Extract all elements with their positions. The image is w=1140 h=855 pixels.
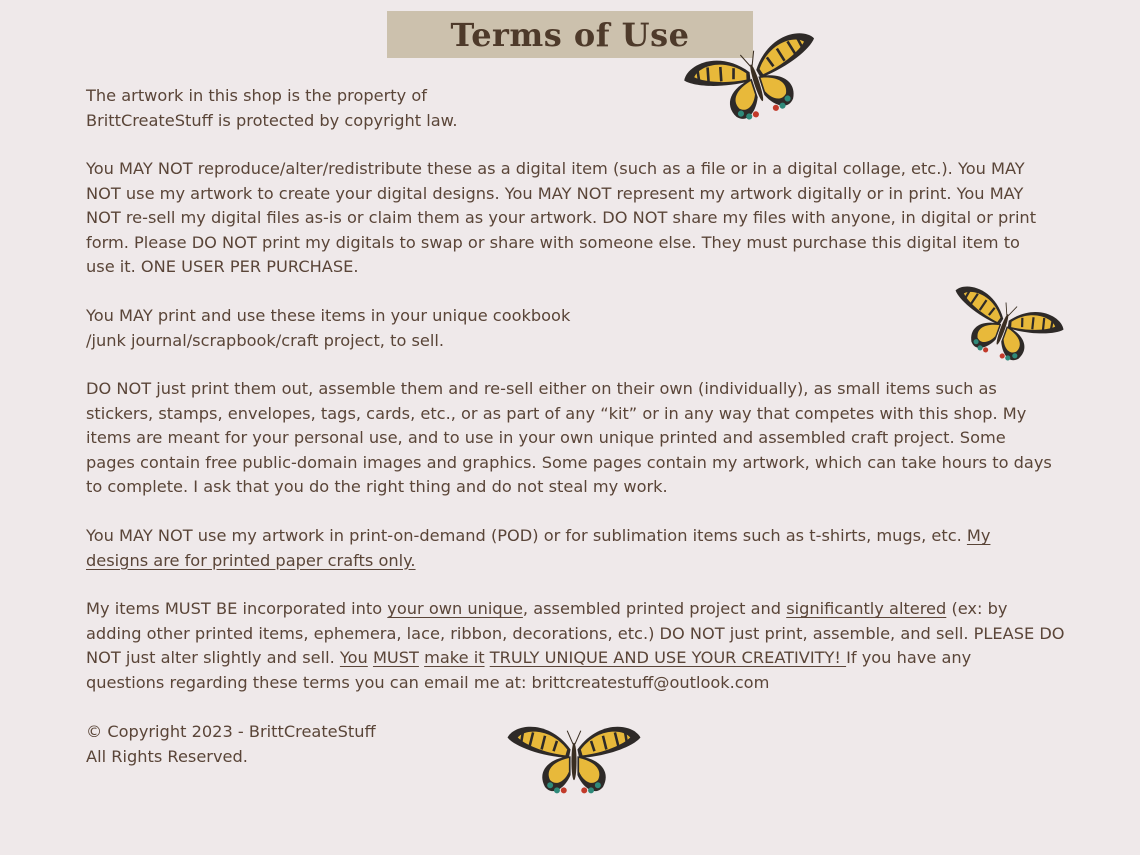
pod-restrictions-paragraph [86,524,990,573]
text-line: You MAY NOT reproduce/alter/redistribute these as a digital item (such as a file or in a digital collage, etc.). You MAY [86,159,1025,178]
text-line [86,524,990,549]
text-segment: My items MUST BE incorporated into [86,599,388,618]
text-line: /junk journal/scrapbook/craft project, to sell. [86,330,445,350]
text-segment: , assembled printed project and [522,599,787,618]
text-line: DO NOT just print them out, assemble them and re-sell either on their own (individually), as small items such as [86,379,997,398]
rights-line: All Rights Reserved. [86,746,248,766]
text-segment: You MAY NOT use my artwork in print-on-demand (POD) or for sublimation items such as t-shirts, mugs, etc. [86,526,967,545]
text-line: stickers, stamps, envelopes, tags, cards, etc., or as part of any “kit” or in any way that competes with this shop. My [86,403,1027,423]
alteration-requirements-paragraph [86,597,1065,695]
butterfly-icon [498,706,650,804]
text-line: You MAY print and use these items in your unique cookbook [86,306,571,325]
underlined-text: your own unique [387,599,523,618]
text-line [86,597,1065,622]
page-title: Terms of Use [450,15,690,54]
underlined-text: significantly altered [786,599,947,618]
text-line: adding other printed items, ephemera, lace, ribbon, decorations, etc.) DO NOT just print, assemble, and sell. PLEASE DO [86,623,1065,643]
text-segment: NOT just alter slightly and sell. [86,648,340,667]
underlined-text: make it [424,648,485,667]
text-line: form. Please DO NOT print my digitals to swap or share with someone else. They must purchase this digital item to [86,232,1020,252]
text-line: The artwork in this shop is the property of [86,86,427,105]
ownership-paragraph [86,84,458,133]
text-line: use it. ONE USER PER PURCHASE. [86,257,359,276]
copyright-line: © Copyright 2023 - BrittCreateStuff [86,722,376,741]
text-segment: (ex: by [946,599,1008,618]
underlined-text: MUST [372,648,419,667]
underlined-text: You [339,648,368,667]
text-segment: If you have any [846,648,972,667]
text-line: pages contain free public-domain images and graphics. Some pages contain my artwork, which can take hours to days [86,452,1052,472]
butterfly-icon [940,282,1070,374]
text-line: NOT use my artwork to create your digital designs. You MAY NOT represent my artwork digitally or in print. You MAY [86,183,1024,203]
text-line [86,549,990,574]
underlined-text: TRULY UNIQUE AND USE YOUR CREATIVITY! [489,648,847,667]
resale-restrictions-paragraph [86,377,1052,500]
text-line: NOT re-sell my digital files as-is or claim them as your artwork. DO NOT share my files with anyone, in digital or print [86,208,1037,227]
butterfly-icon [684,26,824,136]
text-line: items are meant for your personal use, and to use in your own unique printed and assembled craft project. Some [86,428,1006,447]
digital-restrictions-paragraph [86,157,1036,280]
underlined-text: designs are for printed paper crafts only. [86,550,416,570]
text-line: questions regarding these terms you can email me at: brittcreatestuff@outlook.com [86,672,770,692]
copyright-notice [86,720,376,769]
allowed-use-paragraph [86,304,570,353]
text-line: to complete. I ask that you do the right thing and do not steal my work. [86,477,668,496]
text-line [86,646,1065,671]
underlined-text: My [966,526,991,545]
text-line: BrittCreateStuff is protected by copyright law. [86,110,458,130]
